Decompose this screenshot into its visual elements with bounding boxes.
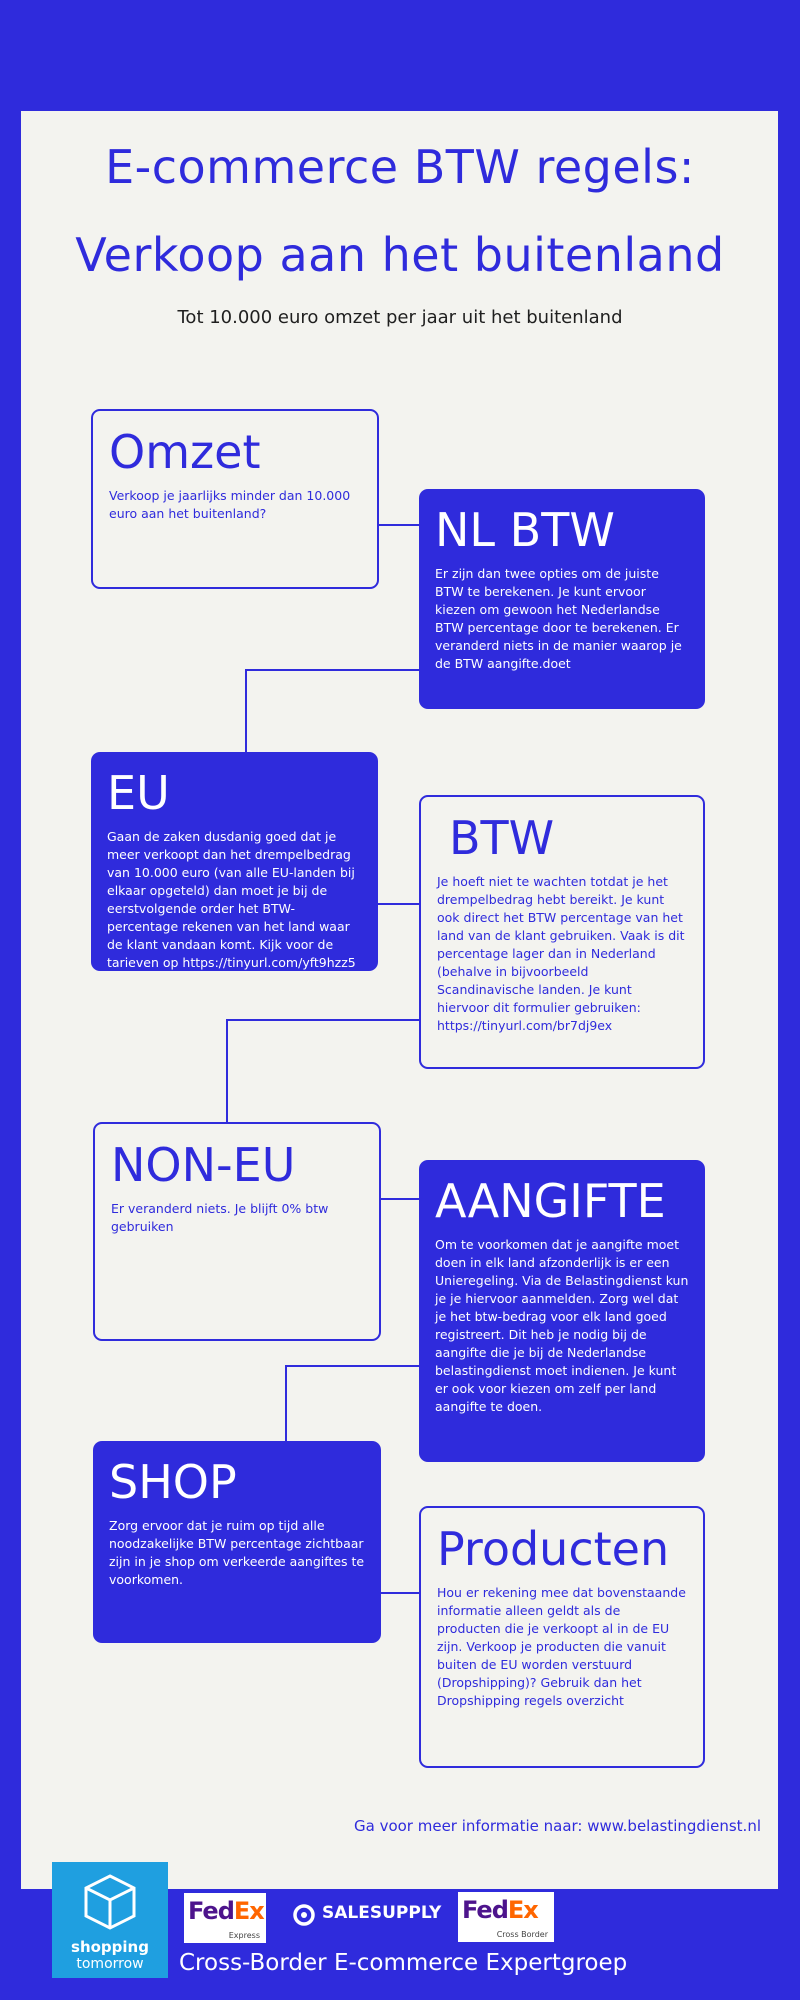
connector-omzet-nlbtw — [379, 524, 419, 526]
connector-shop-producten — [381, 1592, 419, 1594]
btw-text: Je hoeft niet te wachten totdat je het drempelbedrag hebt bereikt. Je kunt ook direct het BTW percentage van het land van de klant gebruiken. Vaak is dit percentage lager dan in Nederland (behalve in bijvoorbeeld Scandinavische landen. Je kunt hiervoor dit formulier gebruiken: https://tinyurl.com/br7dj9ex — [437, 874, 685, 1033]
fedex-1-fe: Fed — [188, 1897, 234, 1925]
shopping-tomorrow-logo — [52, 1862, 168, 1978]
shop-text: Zorg ervoor dat je ruim op tijd alle noodzakelijke BTW percentage zichtbaar zijn in je shop om verkeerde aangiftes te voorkomen. — [109, 1518, 365, 1587]
non-eu-box — [93, 1122, 381, 1341]
aangifte-title: AANGIFTE — [435, 1174, 666, 1228]
cube-icon — [82, 1872, 138, 1932]
connector-btw-noneu-v — [226, 1019, 228, 1122]
page-title-line2: Verkoop aan het buitenland — [75, 228, 725, 282]
connector-nlbtw-eu-h — [245, 669, 419, 671]
aangifte-text: Om te voorkomen dat je aangifte moet doen in elk land afzonderlijk is er een Unieregeling. Via de Belastingdienst kun je je hiervoor aanmelden. Zorg wel dat je het btw-bedrag voor elk land goed registreert. Dit heb je nodig bij de aangifte die je bij de Nederlandse belastingdienst moet indienen. Je kunt er ook voor kiezen om zelf per land aangifte te doen. — [435, 1237, 689, 1414]
producten-title: Producten — [437, 1522, 670, 1576]
omzet-text: Verkoop je jaarlijks minder dan 10.000 euro aan het buitenland? — [109, 488, 351, 521]
connector-noneu-aangifte — [381, 1198, 419, 1200]
fedex-2-sub: Cross Border — [496, 1930, 548, 1939]
shop-box — [93, 1441, 381, 1643]
shopping-tomorrow-line1: shopping — [71, 1938, 149, 1956]
btw-title: BTW — [449, 811, 555, 865]
connector-nlbtw-eu-v — [245, 669, 247, 752]
group-name: Cross-Border E-commerce Expertgroep — [179, 1950, 628, 1976]
nl-btw-box — [419, 489, 705, 709]
fedex-1-sub: Express — [228, 1931, 260, 1940]
fedex-1-ex: Ex — [233, 1897, 264, 1925]
producten-box — [419, 1506, 705, 1768]
fedex-express-logo — [184, 1893, 266, 1943]
connector-eu-btw — [377, 903, 419, 905]
fedex-cross-border-logo — [458, 1892, 554, 1942]
connector-aangifte-shop-h — [285, 1365, 419, 1367]
page-subtitle: Tot 10.000 euro omzet per jaar uit het buitenland — [177, 307, 623, 328]
fedex-2-ex: Ex — [507, 1896, 538, 1924]
eu-text: Gaan de zaken dusdanig goed dat je meer verkoopt dan het drempelbedrag van 10.000 euro (van alle EU-landen bij elkaar opgeteld) dan moet je bij de eerstvolgende order het BTW-percentage rekenen van het land waar de klant vandaan komt. Kijk voor de tarieven op https://tinyurl.com/yft9hzz5 — [107, 829, 356, 970]
eu-box — [91, 752, 378, 971]
non-eu-title: NON-EU — [111, 1138, 296, 1192]
page-title-line1: E-commerce BTW regels: — [105, 140, 695, 194]
omzet-title: Omzet — [109, 425, 261, 479]
aangifte-box — [419, 1160, 705, 1462]
nl-btw-text: Er zijn dan twee opties om de juiste BTW te berekenen. Je kunt ervoor kiezen om gewoon het Nederlandse BTW percentage door te berekenen. Er veranderd niets in de manier waarop je de BTW aangifte.doet — [435, 566, 682, 671]
connector-aangifte-shop-v — [285, 1365, 287, 1441]
producten-text: Hou er rekening mee dat bovenstaande informatie alleen geldt als de producten die je verkoopt al in de EU zijn. Verkoop je producten die vanuit buiten de EU worden verstuurd (Dropshipping)? Gebruik dan het Dropshipping regels overzicht — [437, 1585, 686, 1708]
salesupply-logo-text: SALESUPPLY — [322, 1903, 442, 1923]
salesupply-icon — [292, 1903, 316, 1927]
omzet-box — [91, 409, 379, 589]
connector-btw-noneu-h — [226, 1019, 419, 1021]
nl-btw-title: NL BTW — [435, 503, 615, 557]
fedex-2-fe: Fed — [462, 1896, 508, 1924]
shopping-tomorrow-line2: tomorrow — [76, 1956, 144, 1972]
btw-box — [419, 795, 705, 1069]
non-eu-text: Er veranderd niets. Je blijft 0% btw gebruiken — [111, 1201, 329, 1234]
more-info-link[interactable]: Ga voor meer informatie naar: www.belastingdienst.nl — [353, 1817, 761, 1835]
shop-title: SHOP — [109, 1455, 237, 1509]
eu-title: EU — [107, 766, 170, 820]
